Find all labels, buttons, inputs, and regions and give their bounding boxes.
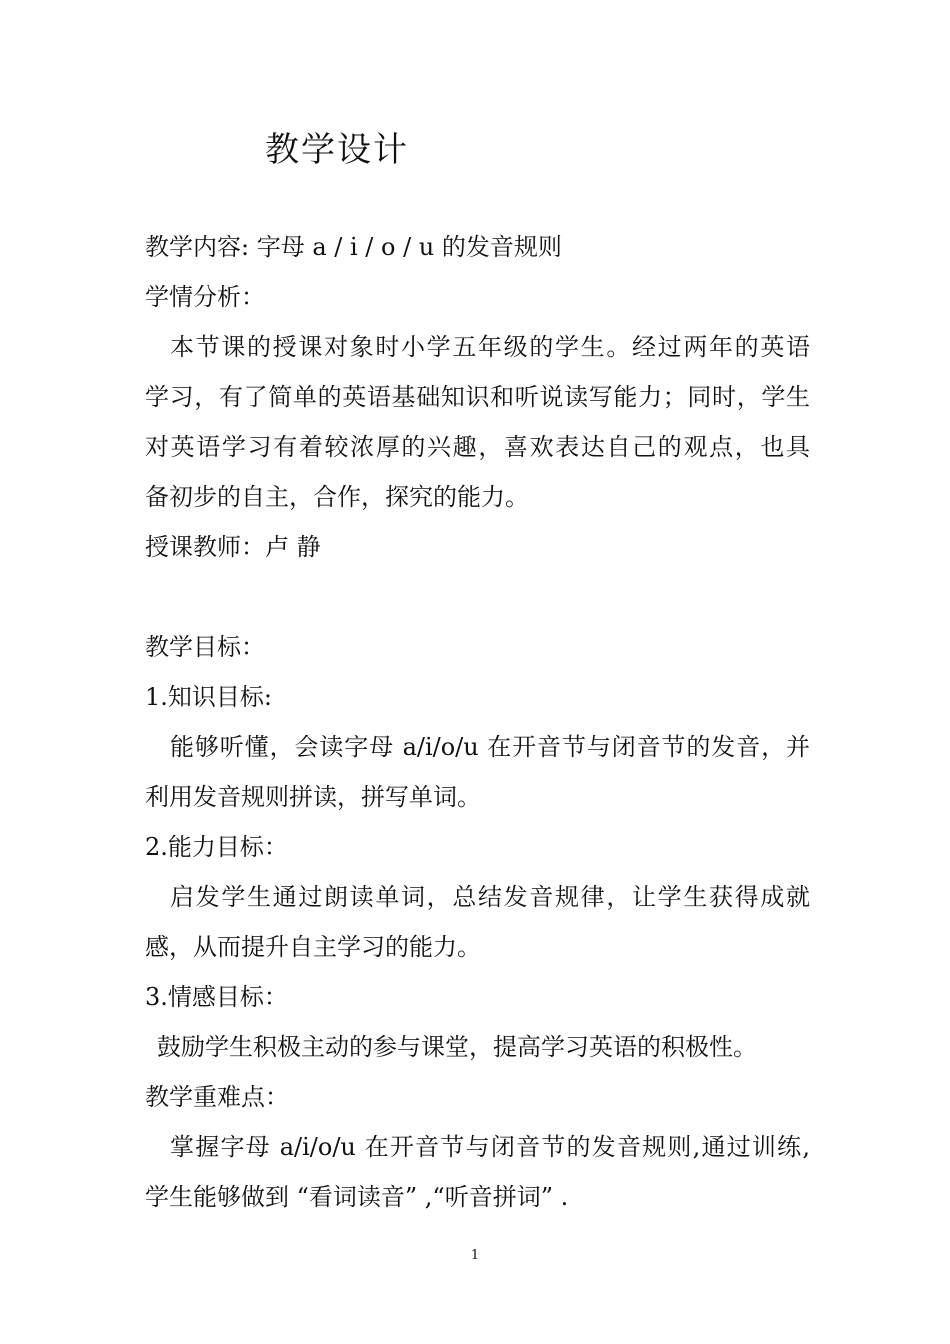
analysis-paragraph-line-2: 学习，有了简单的英语基础知识和听说读写能力；同时，学生: [145, 383, 810, 411]
key-points-line-1: 掌握字母 a/i/o/u 在开音节与闭音节的发音规则,通过训练,: [170, 1133, 810, 1161]
knowledge-goal-line-1: 能够听懂，会读字母 a/i/o/u 在开音节与闭音节的发音，并: [170, 733, 810, 761]
emotion-goal-line-1: 鼓励学生积极主动的参与课堂，提高学习英语的积极性。: [157, 1033, 757, 1061]
blank-line: [145, 572, 810, 622]
ability-goal-line-1: 启发学生通过朗读单词，总结发音规律，让学生获得成就: [170, 883, 810, 911]
ability-goal-heading: 2.能力目标：: [145, 833, 288, 861]
page-number: 1: [470, 1248, 480, 1263]
document-title: 教学设计: [265, 130, 409, 170]
teaching-content-line: 教学内容: 字母 a / i / o / u 的发音规则: [145, 233, 562, 261]
analysis-paragraph-line-3: 对英语学习有着较浓厚的兴趣，喜欢表达自己的观点，也具: [145, 433, 810, 461]
analysis-paragraph-line-4: 备初步的自主，合作，探究的能力。: [145, 483, 529, 511]
teacher-line: 授课教师：卢 静: [145, 533, 321, 561]
ability-goal-line-2: 感，从而提升自主学习的能力。: [145, 933, 481, 961]
goals-heading: 教学目标：: [145, 633, 265, 661]
emotion-goal-heading: 3.情感目标：: [145, 983, 288, 1011]
key-points-line-2: 学生能够做到 “看词读音” ,“听音拼词” .: [145, 1183, 569, 1211]
analysis-heading: 学情分析：: [145, 283, 265, 311]
knowledge-goal-heading: 1.知识目标:: [145, 683, 272, 711]
key-points-heading: 教学重难点：: [145, 1083, 289, 1111]
analysis-paragraph-line-1: 本节课的授课对象时小学五年级的学生。经过两年的英语: [170, 333, 810, 361]
knowledge-goal-line-2: 利用发音规则拼读，拼写单词。: [145, 783, 481, 811]
document-body: [145, 222, 810, 1222]
